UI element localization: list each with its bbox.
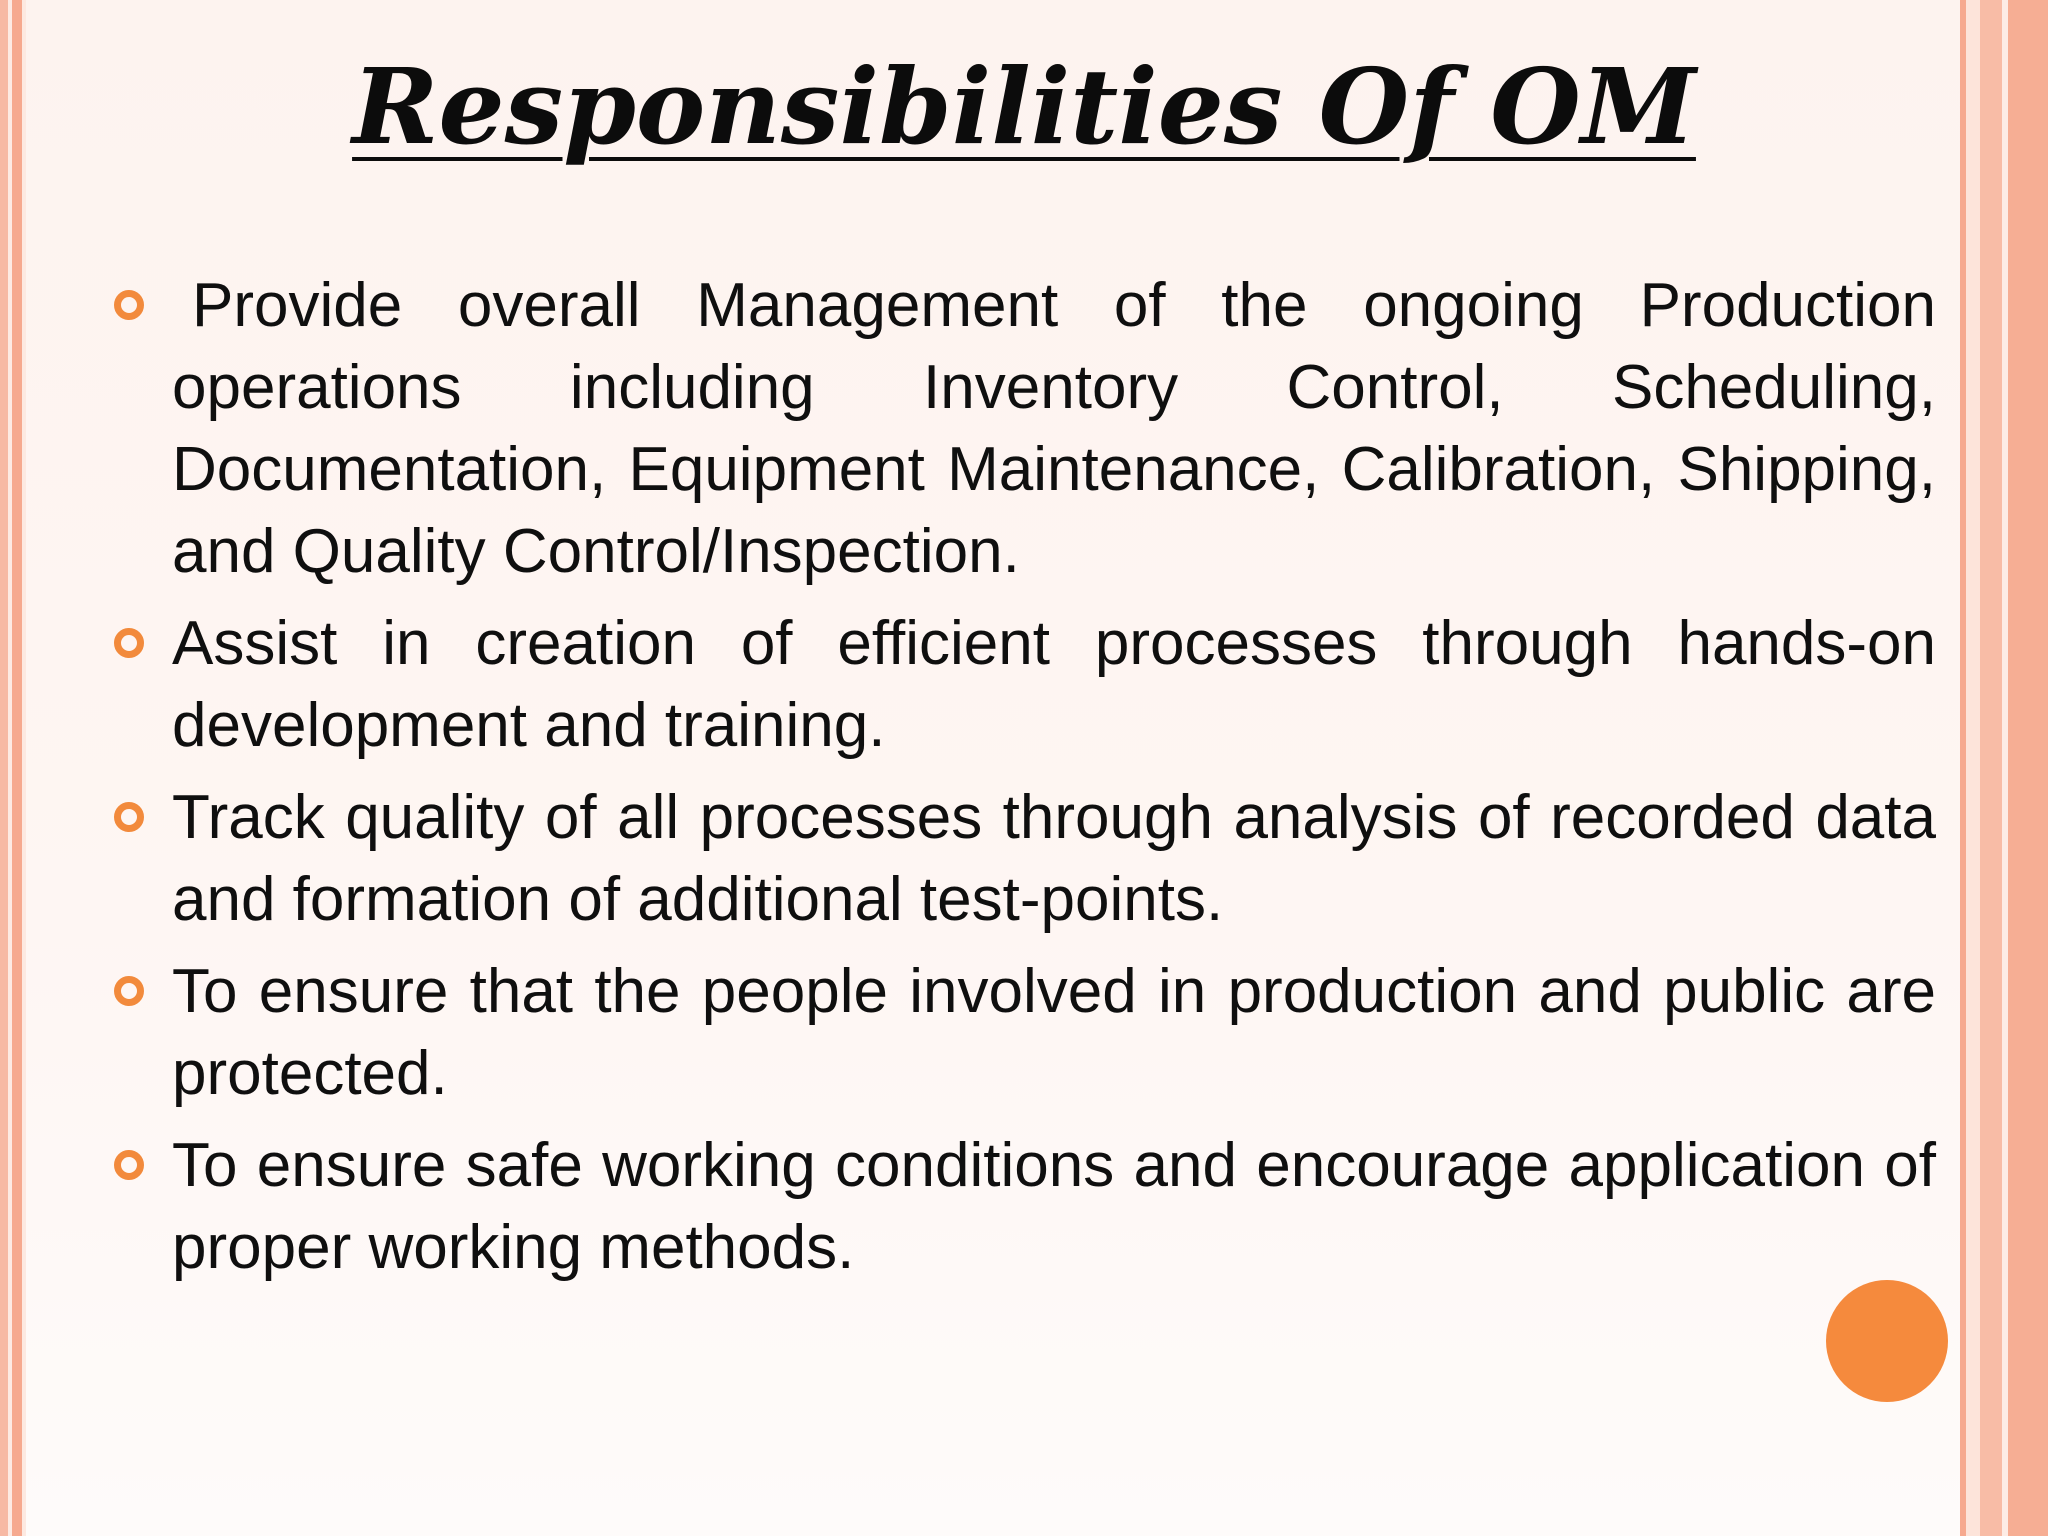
bullet-text: To ensure that the people involved in production and public are protected.	[172, 957, 1936, 1108]
bullet-list	[110, 265, 1936, 1299]
hollow-circle-bullet-icon	[114, 628, 144, 658]
bullet-text: To ensure safe working conditions and encourage application of proper working methods.	[172, 1131, 1936, 1282]
bullet-item	[110, 951, 1936, 1115]
right-border-stripe	[1966, 0, 1980, 1536]
bullet-text: Provide overall Management of the ongoing Production operations including Inventory Control, Scheduling, Documentation, Equipment Maintenance, Calibration, Shipping, and Quality Control/Inspection.	[172, 271, 1936, 586]
bullet-item	[110, 777, 1936, 941]
hollow-circle-bullet-icon	[114, 290, 144, 320]
bullet-item	[110, 265, 1936, 593]
left-border-stripe	[0, 0, 8, 1536]
decorative-orange-circle	[1826, 1280, 1948, 1402]
hollow-circle-bullet-icon	[114, 1150, 144, 1180]
hollow-circle-bullet-icon	[114, 802, 144, 832]
slide-title: Responsibilities Of OM	[352, 45, 1696, 168]
bullet-item	[110, 603, 1936, 767]
right-border-stripe	[2008, 0, 2048, 1536]
left-border-stripe	[22, 0, 26, 1536]
right-border-stripe	[1980, 0, 2002, 1536]
bullet-text: Assist in creation of efficient processes through hands-on development and training.	[172, 609, 1936, 760]
left-border-stripe	[12, 0, 22, 1536]
bullet-text: Track quality of all processes through analysis of recorded data and formation of additional test-points.	[172, 783, 1936, 934]
bullet-item	[110, 1125, 1936, 1289]
hollow-circle-bullet-icon	[114, 976, 144, 1006]
